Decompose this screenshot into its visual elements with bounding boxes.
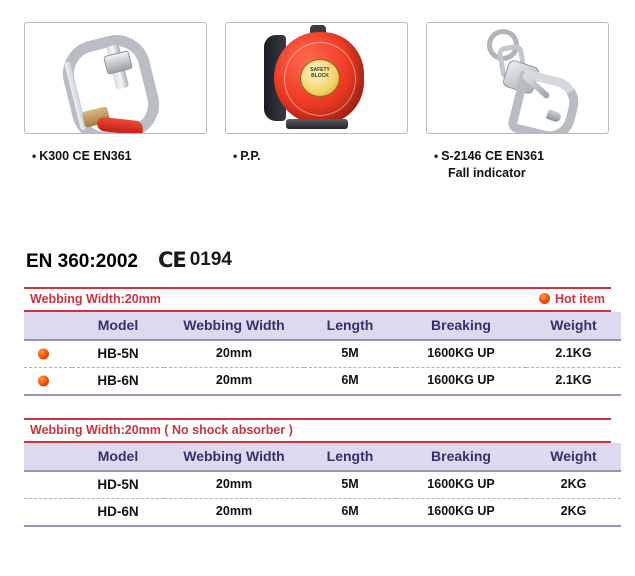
spec-table-1	[24, 312, 621, 396]
spec-table-block-1	[24, 287, 611, 396]
cell-length: 6M	[304, 498, 396, 526]
cell-webbing-width: 20mm	[164, 367, 304, 395]
cell-length: 5M	[304, 340, 396, 368]
column-header-length: Length	[304, 443, 396, 471]
cell-breaking: 1600KG UP	[396, 471, 526, 499]
product-card-snap-hook	[426, 22, 611, 182]
hot-item-dot-icon	[539, 293, 550, 304]
product-caption-carabiner	[24, 148, 209, 165]
table-header-row	[24, 312, 621, 340]
hot-item-label: Hot item	[555, 291, 605, 306]
table-2-title: Webbing Width:20mm ( No shock absorber )	[30, 422, 293, 437]
cell-webbing-width: 20mm	[164, 340, 304, 368]
cell-model: HB-5N	[72, 340, 164, 368]
spec-table-block-2	[24, 418, 611, 527]
column-header-model: Model	[72, 312, 164, 340]
bullet-icon: •	[434, 149, 439, 163]
bullet-icon: •	[32, 149, 37, 163]
column-header-mark	[24, 312, 72, 340]
snap-hook-photo	[426, 22, 609, 134]
bullet-icon: •	[233, 149, 238, 163]
cell-length: 5M	[304, 471, 396, 499]
cell-model: HD-6N	[72, 498, 164, 526]
table-row	[24, 498, 621, 526]
standard-heading	[26, 248, 635, 273]
reel-foot-shape	[286, 119, 348, 129]
cell-length: 6M	[304, 367, 396, 395]
cell-weight: 2.1KG	[526, 340, 621, 368]
reel-label-badge: SAFETY BLOCK	[300, 59, 340, 97]
product-card-carabiner	[24, 22, 209, 182]
cell-breaking: 1600KG UP	[396, 367, 526, 395]
cell-breaking: 1600KG UP	[396, 340, 526, 368]
notified-body-number: 0194	[189, 248, 233, 270]
hot-item-dot-icon	[38, 348, 49, 359]
caption-text-secondary: Fall indicator	[448, 165, 526, 180]
cell-webbing-width: 20mm	[164, 498, 304, 526]
cell-weight: 2KG	[526, 498, 621, 526]
column-header-model: Model	[72, 443, 164, 471]
product-card-reel	[225, 22, 410, 182]
column-header-mark	[24, 443, 72, 471]
column-header-length: Length	[304, 312, 396, 340]
column-header-webbing-width: Webbing Width	[164, 312, 304, 340]
column-header-breaking: Breaking	[396, 443, 526, 471]
row-hot-marker	[24, 498, 72, 526]
row-hot-marker	[24, 367, 72, 395]
table-row	[24, 471, 621, 499]
caption-text: P.P.	[240, 149, 261, 163]
cell-model: HD-5N	[72, 471, 164, 499]
row-hot-marker	[24, 340, 72, 368]
row-hot-marker	[24, 471, 72, 499]
cell-model: HB-6N	[72, 367, 164, 395]
table-row	[24, 367, 621, 395]
hot-item-dot-icon	[38, 375, 49, 386]
column-header-breaking: Breaking	[396, 312, 526, 340]
ce-logo-icon: CE	[157, 247, 186, 272]
caption-text: S-2146 CE EN361	[441, 149, 545, 163]
table-2-header-bar	[24, 418, 611, 443]
table-1-header-bar	[24, 287, 611, 312]
table-row	[24, 340, 621, 368]
product-caption-snap-hook	[426, 148, 611, 182]
snap-hook-illustration	[427, 23, 608, 133]
column-header-weight: Weight	[526, 443, 621, 471]
table-header-row	[24, 443, 621, 471]
carabiner-illustration	[25, 23, 206, 133]
cell-webbing-width: 20mm	[164, 471, 304, 499]
ce-mark	[158, 248, 232, 272]
caption-text: K300 CE EN361	[39, 149, 132, 163]
cell-breaking: 1600KG UP	[396, 498, 526, 526]
cell-weight: 2KG	[526, 471, 621, 499]
product-caption-reel	[225, 148, 410, 165]
hot-item-legend	[539, 292, 605, 306]
table-1-title: Webbing Width:20mm	[30, 291, 161, 306]
reel-illustration	[226, 23, 407, 133]
column-header-weight: Weight	[526, 312, 621, 340]
product-gallery	[0, 0, 635, 182]
cell-weight: 2.1KG	[526, 367, 621, 395]
retractable-fall-arrester-photo	[225, 22, 408, 134]
column-header-webbing-width: Webbing Width	[164, 443, 304, 471]
standard-code: EN 360:2002	[26, 250, 138, 272]
spec-table-2	[24, 443, 621, 527]
carabiner-photo	[24, 22, 207, 134]
